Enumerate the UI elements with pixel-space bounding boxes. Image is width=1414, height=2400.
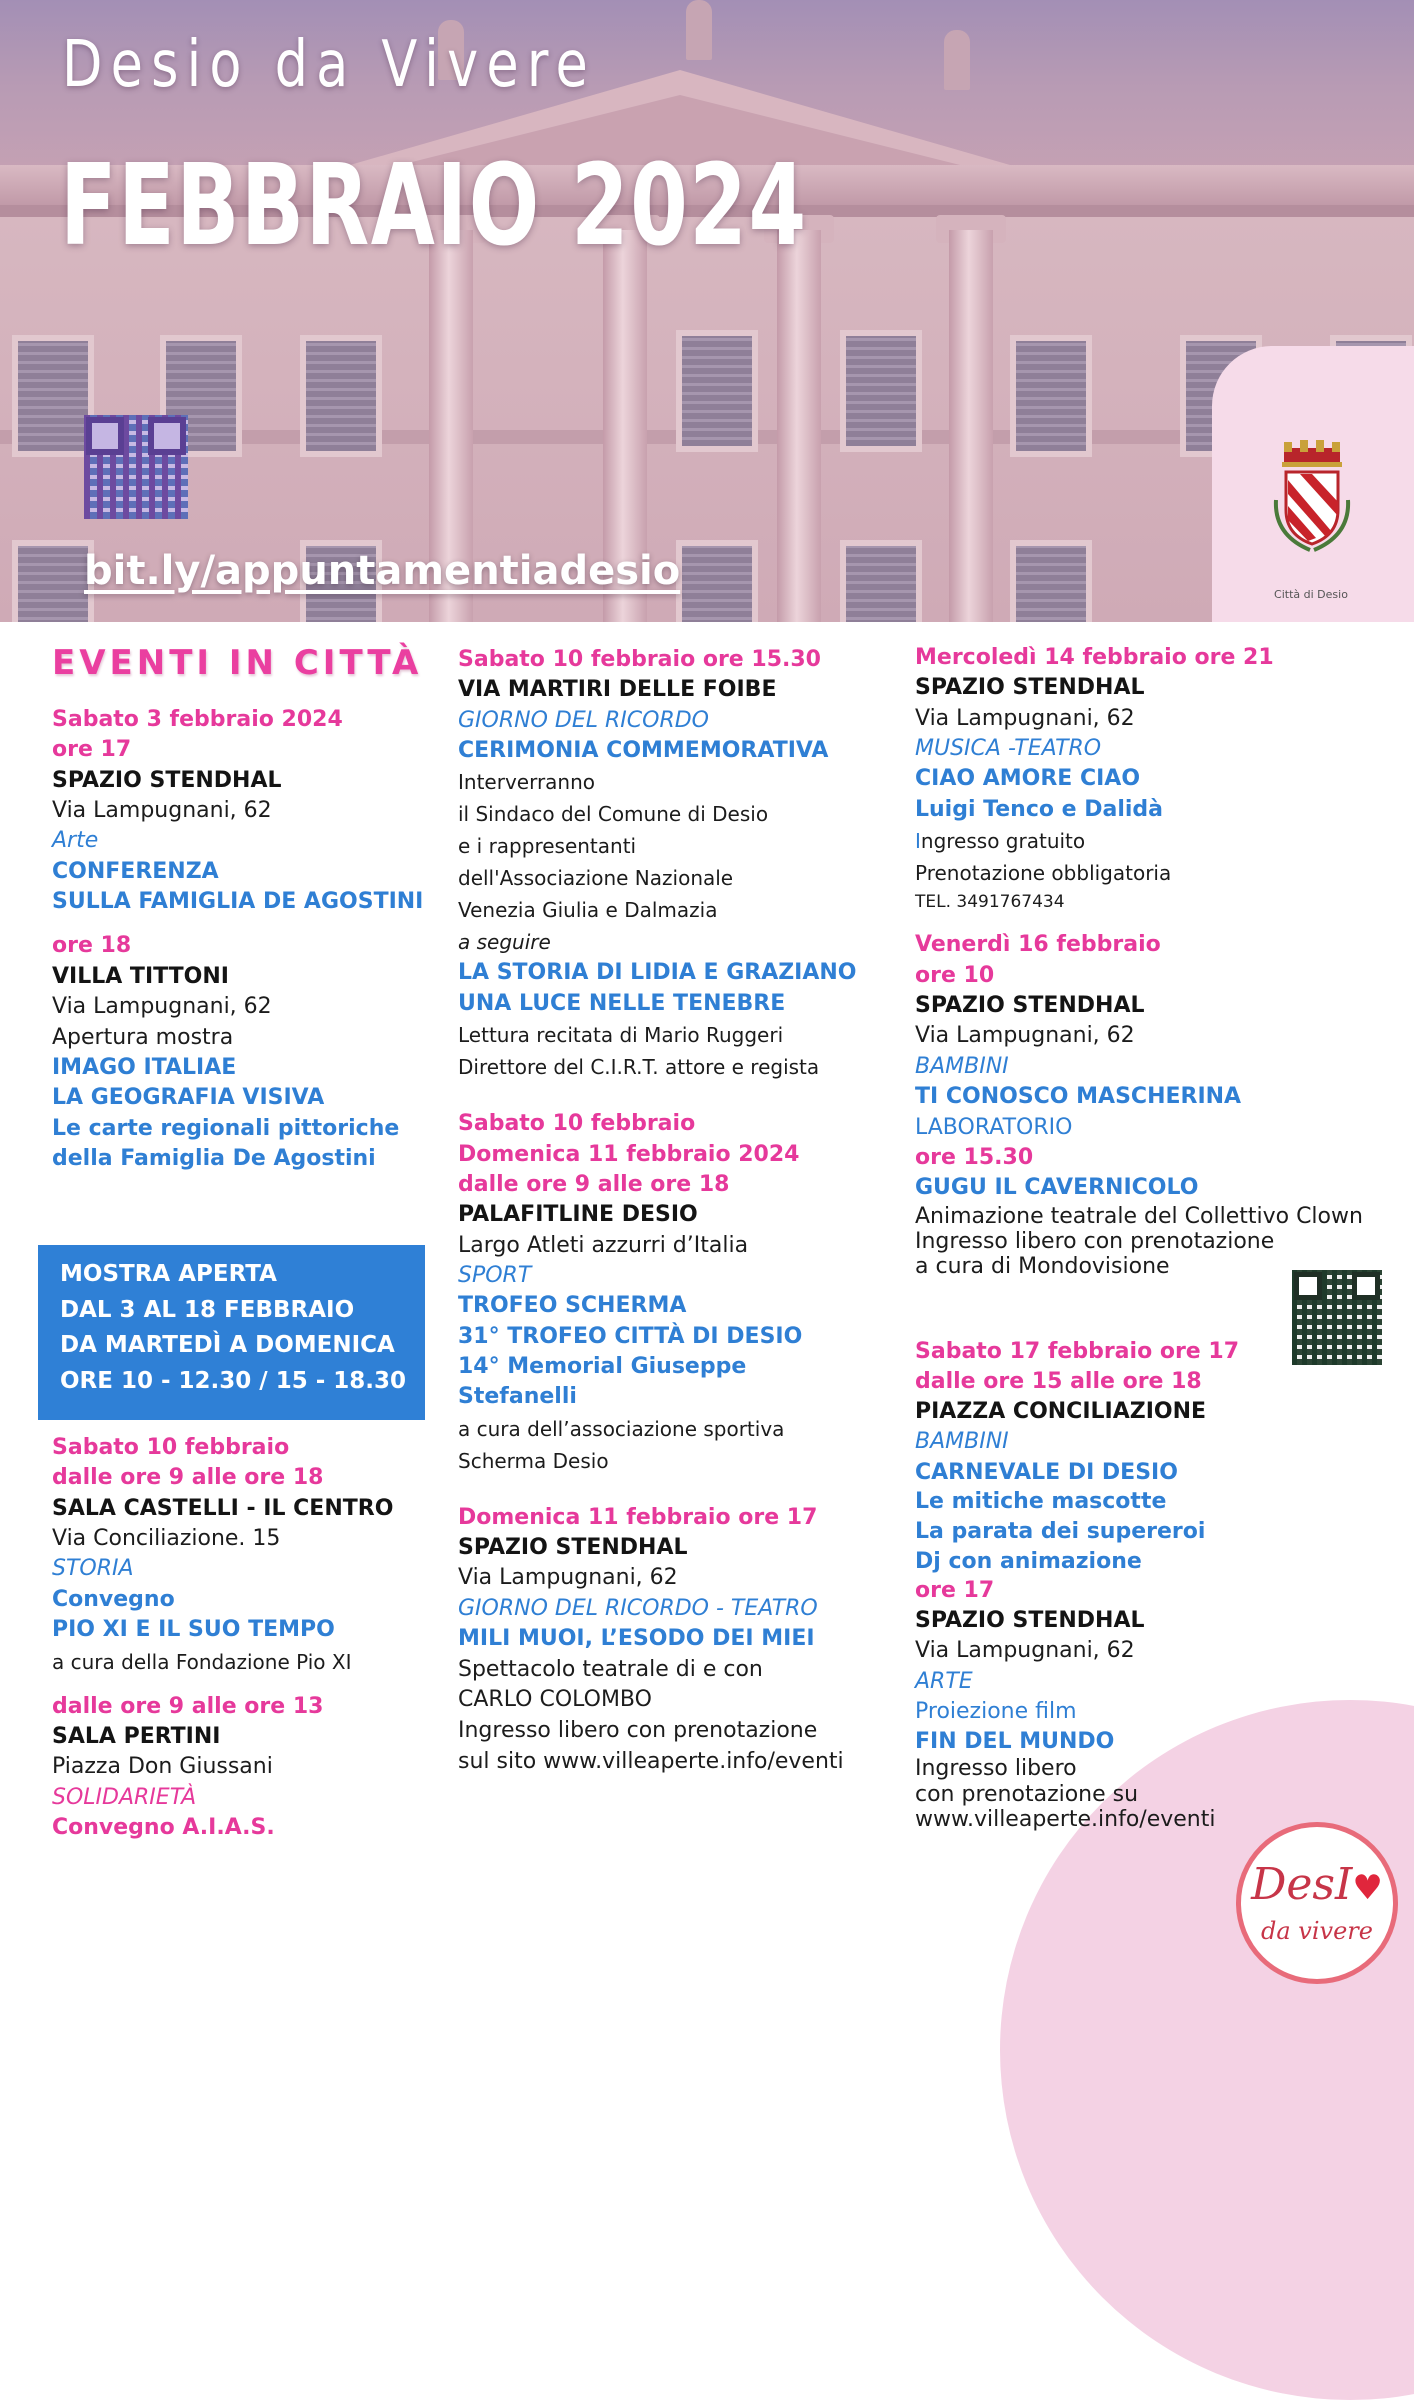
box-line: DA MARTEDÌ A DOMENICA — [60, 1332, 395, 1359]
window — [12, 335, 94, 457]
event-description: Ingresso libero con prenotazione — [915, 1228, 1275, 1254]
event-info: Prenotazione obbligatoria — [915, 861, 1172, 886]
event-info-initial: I — [915, 829, 921, 854]
event-description: a cura dell’associazione sportiva — [458, 1416, 785, 1441]
event-date: Sabato 10 febbraio ore 15.30 — [458, 647, 821, 672]
event-category: Arte — [52, 828, 99, 854]
window — [12, 540, 94, 622]
event-category: ARTE — [915, 1668, 973, 1694]
event-address: Piazza Don Giussani — [52, 1754, 273, 1780]
event-time: ore 17 — [52, 737, 132, 763]
event-title: Le carte regionali pittoriche — [52, 1115, 400, 1141]
event-time: dalle ore 15 alle ore 18 — [915, 1369, 1202, 1395]
event-date: Mercoledì 14 febbraio ore 21 — [915, 645, 1274, 670]
event-category: SOLIDARIETÀ — [52, 1784, 197, 1810]
event-time: ore 18 — [52, 933, 132, 959]
event-title: FIN DEL MUNDO — [915, 1728, 1115, 1754]
qr-code-icon[interactable] — [1292, 1270, 1382, 1365]
event-note: a cura della Fondazione Pio XI — [52, 1649, 352, 1674]
event-time: dalle ore 9 alle ore 13 — [52, 1693, 324, 1719]
event-time: ore 10 — [915, 962, 995, 988]
hero-banner — [0, 0, 1414, 622]
event-address: Via Conciliazione. 15 — [52, 1526, 281, 1552]
event-title: CARNEVALE DI DESIO — [915, 1459, 1178, 1485]
window — [840, 540, 922, 622]
window — [1010, 335, 1092, 457]
exhibition-hours-box — [38, 1245, 425, 1420]
event-description: Ingresso libero — [915, 1756, 1077, 1782]
event-description: Scherma Desio — [458, 1448, 609, 1473]
event-label: LABORATORIO — [915, 1114, 1073, 1140]
event-title: CIAO AMORE CIAO — [915, 766, 1141, 792]
city-crest-icon — [1272, 440, 1352, 555]
window — [676, 330, 758, 452]
event-description: Venezia Giulia e Dalmazia — [458, 898, 718, 923]
event-category: SPORT — [458, 1262, 532, 1288]
event-time: ore 17 — [915, 1578, 995, 1604]
event-title: LA STORIA DI LIDIA E GRAZIANO — [458, 960, 857, 986]
title-desio-da-vivere: Desio da Vivere — [62, 28, 596, 102]
box-line: MOSTRA APERTA — [60, 1261, 277, 1287]
window — [300, 335, 382, 457]
statue — [686, 0, 712, 60]
event-description: Lettura recitata di Mario Ruggeri — [458, 1023, 784, 1048]
event-title: IMAGO ITALIAE — [52, 1054, 237, 1080]
event-description: Direttore del C.I.R.T. attore e regista — [458, 1055, 820, 1080]
event-title: MILI MUOI, L’ESODO DEI MIEI — [458, 1626, 815, 1652]
event-info — [915, 825, 1363, 857]
desio-da-vivere-logo — [1236, 1822, 1398, 1984]
event-venue: SALA CASTELLI - IL CENTRO — [52, 1495, 394, 1521]
event-venue: SALA PERTINI — [52, 1723, 221, 1749]
event-phone: TEL. 3491767434 — [915, 892, 1065, 913]
event-venue: SPAZIO STENDHAL — [915, 993, 1145, 1019]
event-title: Le mitiche mascotte — [915, 1489, 1167, 1515]
events-column-1-lower — [52, 1433, 393, 1843]
event-title: UNA LUCE NELLE TENEBRE — [458, 990, 786, 1016]
events-column-1 — [52, 640, 423, 1174]
window — [840, 330, 922, 452]
event-venue: VILLA TITTONI — [52, 963, 229, 989]
event-category: MUSICA -TEATRO — [915, 736, 1102, 762]
event-address: Via Lampugnani, 62 — [52, 797, 272, 823]
event-title: Luigi Tenco e Dalidà — [915, 796, 1164, 822]
event-description: dell'Associazione Nazionale — [458, 866, 734, 891]
event-date: Sabato 10 febbraio — [52, 1435, 290, 1460]
event-description: a seguire — [458, 930, 551, 955]
event-address: Via Lampugnani, 62 — [458, 1565, 678, 1591]
event-date: Sabato 3 febbraio 2024 — [52, 706, 343, 732]
event-title: Convegno A.I.A.S. — [52, 1814, 275, 1840]
event-description: a cura di Mondovisione — [915, 1254, 1170, 1280]
event-description: Apertura mostra — [52, 1024, 234, 1050]
event-venue: SPAZIO STENDHAL — [458, 1535, 688, 1561]
event-description: Ingresso libero con prenotazione — [458, 1718, 818, 1744]
title-month: FEBBRAIO 2024 — [60, 141, 808, 271]
event-title: Convegno — [52, 1586, 175, 1612]
column — [777, 230, 821, 622]
event-title: Dj con animazione — [915, 1548, 1142, 1574]
event-description: con prenotazione su — [915, 1781, 1139, 1807]
event-category: GIORNO DEL RICORDO - TEATRO — [458, 1595, 818, 1621]
event-title: 14° Memorial Giuseppe — [458, 1354, 747, 1380]
event-title: TI CONOSCO MASCHERINA — [915, 1084, 1242, 1110]
logo-text: DesI♥ — [1251, 1859, 1383, 1910]
event-time: dalle ore 9 alle ore 18 — [52, 1465, 324, 1491]
event-title: PIO XI E IL SUO TEMPO — [52, 1617, 335, 1643]
event-venue: PIAZZA CONCILIAZIONE — [915, 1398, 1207, 1424]
event-address: Via Lampugnani, 62 — [915, 705, 1135, 731]
event-date: Sabato 17 febbraio ore 17 — [915, 1339, 1240, 1365]
event-address: Largo Atleti azzurri d’Italia — [458, 1232, 749, 1258]
event-title: CERIMONIA COMMEMORATIVA — [458, 738, 829, 764]
window — [1010, 540, 1092, 622]
column — [949, 230, 993, 622]
event-category: STORIA — [52, 1556, 134, 1582]
event-label: Proiezione film — [915, 1699, 1077, 1725]
events-column-2 — [458, 645, 857, 1778]
event-title: CONFERENZA — [52, 858, 219, 884]
appointments-link[interactable]: bit.ly/appuntamentiadesio — [84, 548, 681, 594]
event-title: GUGU IL CAVERNICOLO — [915, 1175, 1199, 1201]
event-address: Via Lampugnani, 62 — [915, 1023, 1135, 1049]
event-title: LA GEOGRAFIA VISIVA — [52, 1085, 325, 1111]
event-title: 31° TROFEO CITTÀ DI DESIO — [458, 1323, 803, 1349]
qr-code-icon[interactable] — [84, 415, 188, 519]
event-title: La parata dei supereroi — [915, 1518, 1206, 1544]
event-title: della Famiglia De Agostini — [52, 1145, 376, 1171]
statue — [944, 30, 970, 90]
event-venue: SPAZIO STENDHAL — [915, 1608, 1145, 1633]
events-column-3 — [915, 643, 1363, 1832]
event-description: Interverranno — [458, 770, 596, 795]
event-category: BAMBINI — [915, 1053, 1009, 1079]
event-description: sul sito www.villeaperte.info/eventi — [458, 1748, 844, 1774]
event-description: www.villeaperte.info/eventi — [915, 1807, 1216, 1833]
section-title: EVENTI IN CITTÀ — [52, 643, 423, 683]
logo-subtext: da vivere — [1261, 1917, 1373, 1945]
box-line: DAL 3 AL 18 FEBBRAIO — [60, 1296, 355, 1323]
event-address: Via Lampugnani, 62 — [915, 1638, 1135, 1664]
event-description: e i rappresentanti — [458, 834, 637, 859]
event-time: dalle ore 9 alle ore 18 — [458, 1171, 730, 1197]
event-date: Sabato 10 febbraio — [458, 1111, 696, 1137]
event-description: Spettacolo teatrale di e con — [458, 1656, 763, 1682]
event-venue: VIA MARTIRI DELLE FOIBE — [458, 677, 777, 703]
event-venue: SPAZIO STENDHAL — [915, 675, 1145, 701]
event-description: il Sindaco del Comune di Desio — [458, 802, 769, 827]
event-address: Via Lampugnani, 62 — [52, 994, 272, 1020]
window — [676, 540, 758, 622]
box-line: ORE 10 - 12.30 / 15 - 18.30 — [60, 1367, 407, 1394]
event-date: Domenica 11 febbraio 2024 — [458, 1141, 800, 1167]
event-date: Venerdì 16 febbraio — [915, 932, 1161, 958]
event-venue: SPAZIO STENDHAL — [52, 767, 282, 793]
event-title: SULLA FAMIGLIA DE AGOSTINI — [52, 889, 424, 915]
event-time: ore 15.30 — [915, 1144, 1034, 1170]
event-description: Animazione teatrale del Collettivo Clown — [915, 1203, 1363, 1229]
event-date: Domenica 11 febbraio ore 17 — [458, 1504, 818, 1530]
event-description: CARLO COLOMBO — [458, 1687, 652, 1713]
event-info-rest: ngresso gratuito — [920, 829, 1086, 854]
event-title: Stefanelli — [458, 1384, 577, 1410]
event-category: BAMBINI — [915, 1429, 1009, 1455]
heart-icon: ♥ — [1352, 1868, 1383, 1908]
event-title: TROFEO SCHERMA — [458, 1293, 687, 1319]
event-venue: PALAFITLINE DESIO — [458, 1202, 698, 1228]
city-logo-label: Città di Desio — [1274, 588, 1348, 601]
event-category: GIORNO DEL RICORDO — [458, 707, 709, 733]
